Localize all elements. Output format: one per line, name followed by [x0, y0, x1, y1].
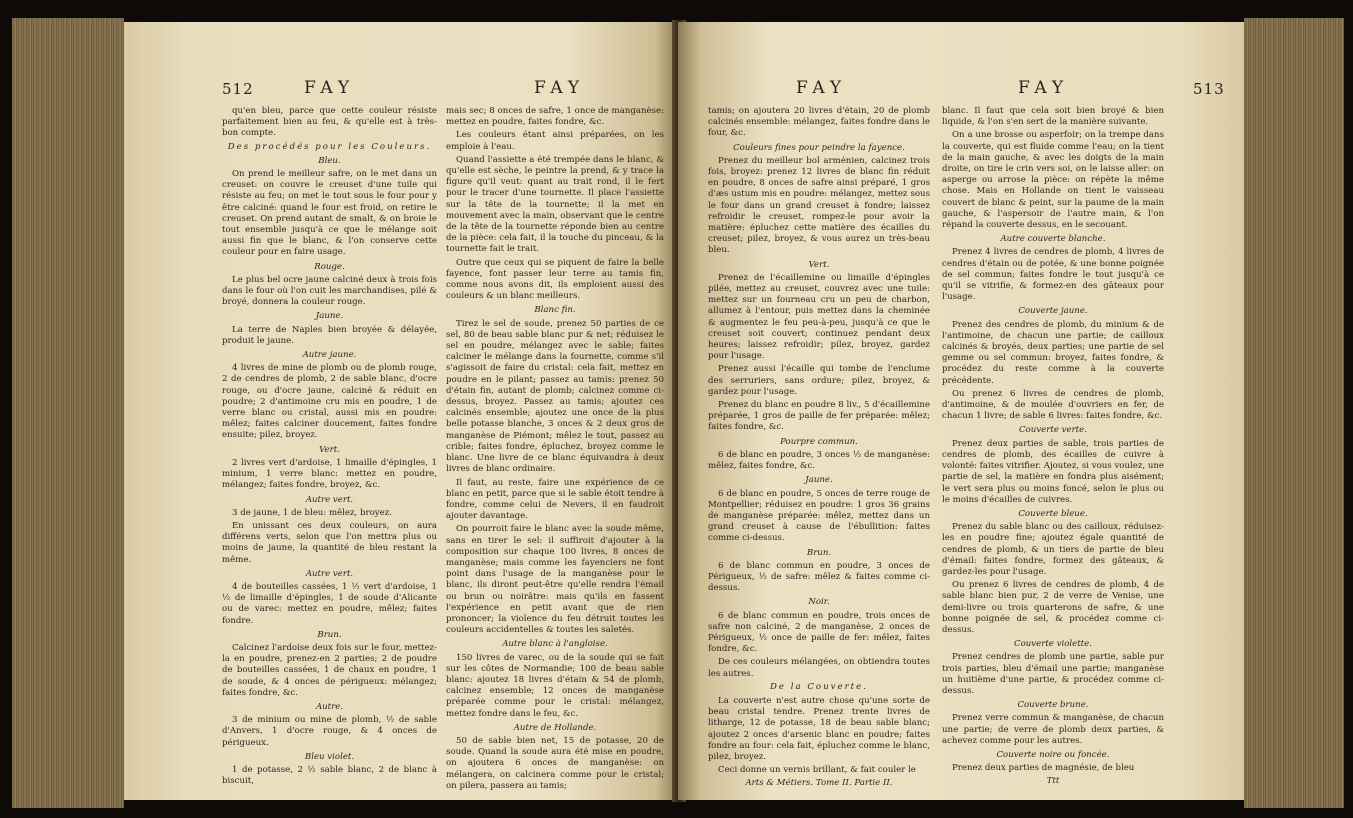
paragraph: On pourroit faire le blanc avec la soude même, sans en tirer le sel: il suffiroit d'ajouter à la composition sur chaque 100 livres, 8 onces de manganèse; mais comme les fayenciers ne font point dans l'usage de la manganèse pour le blanc, ils diront peut-être qu'elle rendra l'émail ou brun ou noirâtre: mais qu'ils en fassent l'expérience en petit avant que de rien prononcer; la violence du feu détruit toutes les couleurs accidentelles & toutes les saletés.	[446, 524, 664, 636]
paragraph: qu'en bleu, parce que cette couleur résiste parfaitement bien au feu, & qu'elle est à très-bon compte.	[222, 106, 437, 139]
paragraph: Prenez du blanc en poudre 8 liv., 5 d'écaillemine préparée, 1 gros de paille de fer préparée: mêlez; faites fondre, &c.	[708, 400, 930, 433]
section-subheading: Couverte bleue.	[1018, 508, 1088, 519]
section-subheading: Couverte verte.	[1019, 425, 1087, 436]
paragraph: Calcinez l'ardoise deux fois sur le four, mettez-la en poudre, prenez-en 2 parties; 2 de poudre de bouteilles cassées, 1 de chaux en poudre, 1 de soude, & 4 onces de périgueux: mélangez; faites fondre, &c.	[222, 642, 437, 698]
section-subheading: Autre de Hollande.	[513, 722, 597, 733]
paragraph: Prenez du meilleur bol arménien, calcinez trois fois, broyez: prenez 12 livres de blanc fin réduit en poudre, 8 onces de safre ainsi préparé, 1 gros d'æs ustum mis en poudre: mélangez, mettez sous le four dans un grand creuset à fondre; laissez refroidir le creuset, rompez-le pour avoir la matière: épluchez cette matière des écailles du creuset; pilez, broyez, & vous aurez un très-beau bleu.	[708, 155, 930, 256]
paragraph: Outre que ceux qui se piquent de faire la belle fayence, font passer leur terre au tamis fin, comme nous avons dit, ils emploient aussi des couleurs & un blanc meilleurs.	[446, 257, 664, 302]
paragraph: 6 de blanc en poudre, 5 onces de terre rouge de Montpellier; réduisez en poudre: 1 gros 36 grains de manganèse préparée: mêlez, mettez dans un grand creuset à cause de l'ébullition: faites comme ci-dessus.	[708, 488, 930, 544]
section-subheading: Vert.	[808, 259, 830, 270]
paragraph: Prenez 4 livres de cendres de plomb, 4 livres de cendres d'étain ou de potée, & une bonne poignée de sel commun; faites fondre le tout jusqu'à ce qu'il se vitrifie, & formez-en des gâteaux pour l'usage.	[942, 247, 1164, 303]
paragraph: tamis; on ajoutera 20 livres d'étain, 20 de plomb calcinés ensemble: mélangez, faites fondre dans le four, &c.	[708, 106, 930, 139]
section-subheading: Jaune.	[315, 311, 344, 322]
paragraph: 3 de minium ou mine de plomb, ½ de sable d'Anvers, 1 d'ocre rouge, & 4 onces de périgueux.	[222, 715, 437, 748]
paragraph: Ou prenez 6 livres de cendres de plomb, d'antimoine, & de moulée d'ouvriers en fer, de chacun 1 livre; de sable 6 livres: faites fondre, &c.	[942, 388, 1164, 422]
paragraph: 2 livres vert d'ardoise, 1 limaille d'épingles, 1 minium, 1 verre blanc: mettez en poudre, mélangez; faites fondre, broyez, &c.	[222, 457, 437, 491]
right-page-edges	[1244, 18, 1344, 808]
section-subheading: Rouge.	[314, 261, 345, 272]
section-subheading: Couverte noire ou foncée.	[996, 749, 1110, 760]
paragraph: Les couleurs étant ainsi préparées, on les emploie à l'eau.	[446, 130, 664, 152]
paragraph: 3 de jaune, 1 de bleu: mêlez, broyez.	[232, 507, 392, 518]
paragraph: 6 de blanc commun en poudre, trois onces de safre non calciné, 2 de manganèse, 2 onces de Périgueux, ½ once de paille de fer: mêlez, faites fondre, &c.	[708, 610, 930, 655]
section-subheading: Couverte brune.	[1017, 700, 1089, 711]
section-subheading: Blanc fin.	[534, 305, 576, 316]
paragraph: Prenez deux parties de sable, trois parties de cendres de plomb, des écailles de cuivre à volonté: faites vitrifier. Ajoutez, si vous voulez, une partie de sel, la matière en fondra plus aisément; le vert sera plus ou moins foncé, selon le plus ou le moins d'écailles de cuivres.	[942, 438, 1164, 505]
paragraph: Quand l'assiette a été trempée dans le blanc, & qu'elle est sèche, le peintre la prend, & y trace la figure qu'il veut: quant au trait rond, il le fert pour le tracer d'une tournette. Il place l'assiette sur la tête de la tournette; il la met en mouvement avec la main, observant que le centre de la tête de la tournette réponde bien au centre de la pièce: cela fait, il la touche du pinceau, & la tournette fait le trait.	[446, 154, 664, 255]
left-running-head-col1: FAY	[304, 78, 356, 98]
paragraph: Prenez de l'écaillemine ou limaille d'épingles pilée, mettez au creuset, couvrez avec une tuile: mettez sur un fourneau cru un peu de charbon, allumez à l'entour, puis mettez dans la cheminée & augmentez le feu peu-à-peu, jusqu'à ce que le creuset soit couvert; continuez pendant deux heures; laissez refroidir; pilez, broyez, gardez pour l'usage.	[708, 272, 930, 362]
right-page-column-1	[708, 106, 930, 792]
paragraph: De ces couleurs mélangées, on obtiendra toutes les autres.	[708, 657, 930, 679]
paragraph: Il faut, au reste, faire une expérience de ce blanc en petit, parce que si le sable étoit tendre à fondre, comme celui de Nevers, il en faudroit ajouter davantage.	[446, 477, 664, 522]
left-page-column-1	[222, 106, 437, 789]
paragraph: Ceci donne un vernis brillant, & fait couler le	[718, 765, 916, 776]
paragraph: Ou prenez 6 livres de cendres de plomb, 4 de sable blanc bien pur, 2 de verre de Venise, une demi-livre ou trois quarterons de safre, & une bonne poignée de sel, & procédez comme ci-dessus.	[942, 580, 1164, 635]
paragraph: 6 de blanc commun en poudre, 3 onces de Périgueux, ½ de safre: mêlez & faites comme ci-dessus.	[708, 560, 930, 594]
footer-line: Arts & Métiers. Tome II. Partie II.	[745, 778, 893, 789]
paragraph: On a une brosse ou asperfoir; on la trempe dans la couverte, qui est fluide comme l'eau; on la tient de la main gauche, & avec les doigts de la main droite, on tire le crin vers soi, on le laisse aller: on asperge ou arrose la pièce: on répète la même chose. Mais en Hollande on tient le vaisseau couvert de blanc & peint, sur la paume de la main gauche, & l'aspersoir de l'autre main, & l'on répand la couverte dessus, en le secouant.	[942, 130, 1164, 231]
paragraph: 6 de blanc en poudre, 3 onces ½ de manganèse: mêlez, faites fondre, &c.	[708, 449, 930, 472]
paragraph: Prenez deux parties de magnésie, de bleu	[952, 763, 1135, 774]
paragraph: La couverte n'est autre chose qu'une sorte de beau cristal tendre. Prenez trente livres de litharge, 12 de potasse, 18 de beau sable blanc; ajoutez 2 onces d'arsenic blanc en poudre; faites fondre au four: cela fait, épluchez comme le blanc, pilez, broyez.	[708, 695, 930, 762]
paragraph: 1 de potasse, 2 ½ sable blanc, 2 de blanc à biscuit,	[222, 764, 437, 787]
left-page	[124, 22, 678, 800]
section-heading: Des procédés pour les Couleurs.	[227, 141, 432, 152]
right-page-number: 513	[1193, 80, 1225, 98]
section-subheading: Autre jaune.	[302, 350, 357, 361]
section-subheading: Autre vert.	[305, 494, 354, 505]
right-page	[678, 22, 1244, 800]
section-subheading: Noir.	[808, 597, 830, 608]
paragraph: 4 livres de mine de plomb ou de plomb rouge, 2 de cendres de plomb, 2 de sable blanc, d'ocre rouge, ou d'ocre jaune, calciné & réduit en poudre; 2 d'antimoine cru mis en poudre, 1 de verre blanc ou cristal, aussi mis en poudre: mêlez; faites calciner doucement, faites fondre ensuite; pilez, broyez.	[222, 363, 437, 441]
section-subheading: Bleu violet.	[304, 751, 355, 762]
section-subheading: Autre.	[315, 701, 344, 712]
paragraph: Prenez du sable blanc ou des cailloux, réduisez-les en poudre fine; ajoutez égale quantité de cendres de plomb, & un tiers de partie de bleu d'émail: faites fondre, formez des gâteaux, & gardez-les pour l'usage.	[942, 522, 1164, 577]
paragraph: 4 de bouteilles cassées, 1 ½ vert d'ardoise, 1 ½ de limaille d'épingles, 1 de soude d'Alicante ou de varec: mettez en poudre, mêlez; faites fondre.	[222, 581, 437, 626]
left-page-edges	[12, 18, 124, 808]
paragraph: La terre de Naples bien broyée & délayée, produit le jaune.	[222, 324, 437, 346]
paragraph: mais sec; 8 onces de safre, 1 once de manganèse: mettez en poudre, faites fondre, &c.	[446, 106, 664, 128]
footer-line: Ttt	[1046, 776, 1060, 787]
paragraph: En unissant ces deux couleurs, on aura différens verts, selon que l'on mettra plus ou moins de jaune, la quantité de bleu restant la même.	[222, 520, 437, 565]
section-subheading: Brun.	[317, 629, 342, 640]
paragraph: Tirez le sel de soude, prenez 50 parties de ce sel, 80 de beau sable blanc pur & net; réduisez le sel en poudre, mélangez avec le sable; faites calciner le mélange dans la fournette, comme s'il s'agissoit de faire du cristal: cela fait, mettez en poudre en le pilant; passez au tamis: prenez 50 d'étain fin, autant de plomb; calcinez comme ci-dessus, broyez. Passez au tamis; ajoutez ces calcinés ensemble; ajoutez une once de la plus belle potasse blanche, 3 onces & 2 deux gros de manganèse de Piémont; mêlez le tout, passez au crible; faites fondre, épluchez, broyez comme le blanc. Une livre de ce blanc équivaudra à deux livres de blanc ordinaire.	[446, 318, 664, 475]
paragraph: Le plus bel ocre jaune calciné deux à trois fois dans le four où l'on cuit les marchandises, pilé & broyé, donnera la couleur rouge.	[222, 274, 437, 308]
section-subheading: Couverte violette.	[1014, 639, 1092, 650]
paragraph: 150 livres de varec, ou de la soude qui se fait sur les côtes de Normandie; 100 de beau sable blanc: ajoutez 18 livres d'étain & 54 de plomb, calcinez ensemble; 12 onces de manganèse préparée comme pour le cristal: mélangez, mettez fondre dans le feu, &c.	[446, 652, 664, 719]
section-subheading: Pourpre commun.	[780, 436, 858, 447]
paragraph: Prenez des cendres de plomb, du minium & de l'antimoine, de chacun une partie; de cailloux calcinés & broyés, deux parties; une partie de sel gemme ou sel commun: broyez, faites fondre, & procédez du reste comme à la couverte précédente.	[942, 319, 1164, 386]
left-page-column-2	[446, 106, 664, 794]
left-running-head-col2: FAY	[534, 78, 586, 98]
section-subheading: Brun.	[806, 547, 832, 558]
section-subheading: Autre vert.	[305, 568, 354, 579]
section-subheading: Autre blanc à l'angloise.	[502, 639, 608, 650]
paragraph: 50 de sable bien net, 15 de potasse, 20 de soude. Quand la soude aura été mise en poudre, on ajoutera 6 onces de manganèse: on mélangera, on calcinera comme pour le cristal; on pilera, passera au tamis;	[446, 735, 664, 791]
left-page-number: 512	[222, 80, 254, 98]
section-subheading: Jaune.	[805, 475, 833, 486]
section-subheading: Bleu.	[318, 155, 341, 166]
right-running-head-col2: FAY	[1018, 78, 1070, 98]
section-subheading: Couleurs fines pour peindre la fayence.	[733, 142, 905, 153]
section-subheading: Vert.	[319, 444, 340, 455]
paragraph: Prenez verre commun & manganèse, de chacun une partie; de verre de plomb deux parties, & achevez comme pour les autres.	[942, 713, 1164, 746]
paragraph: blanc. Il faut que cela soit bien broyé & bien liquide, & l'on s'en sert de la manière suivante.	[942, 106, 1164, 128]
right-page-column-2	[942, 106, 1164, 790]
paragraph: Prenez cendres de plomb une partie, sable pur trois parties, bleu d'émail une partie; manganèse un huitième d'une partie, & procédez comme ci-dessus.	[942, 652, 1164, 696]
right-running-head-col1: FAY	[796, 78, 848, 98]
paragraph: On prend le meilleur safre, on le met dans un creuset: on couvre le creuset d'une tuile qui résiste au feu; on met le tout sous le four pour y être calciné: quand le four est froid, on retire le creuset. On prend autant de smalt, & on broie le tout ensemble jusqu'à ce que le mélange soit aussi fin que le blanc, & l'on conserve cette couleur pour en faire usage.	[222, 169, 437, 258]
section-subheading: Autre couverte blanche.	[1000, 234, 1106, 245]
section-subheading: Couverte jaune.	[1018, 306, 1088, 317]
paragraph: Prenez aussi l'écaille qui tombe de l'enclume des serruriers, sans ordure; pilez, broyez, & gardez pour l'usage.	[708, 364, 930, 397]
section-heading: De la Couverte.	[770, 681, 868, 692]
